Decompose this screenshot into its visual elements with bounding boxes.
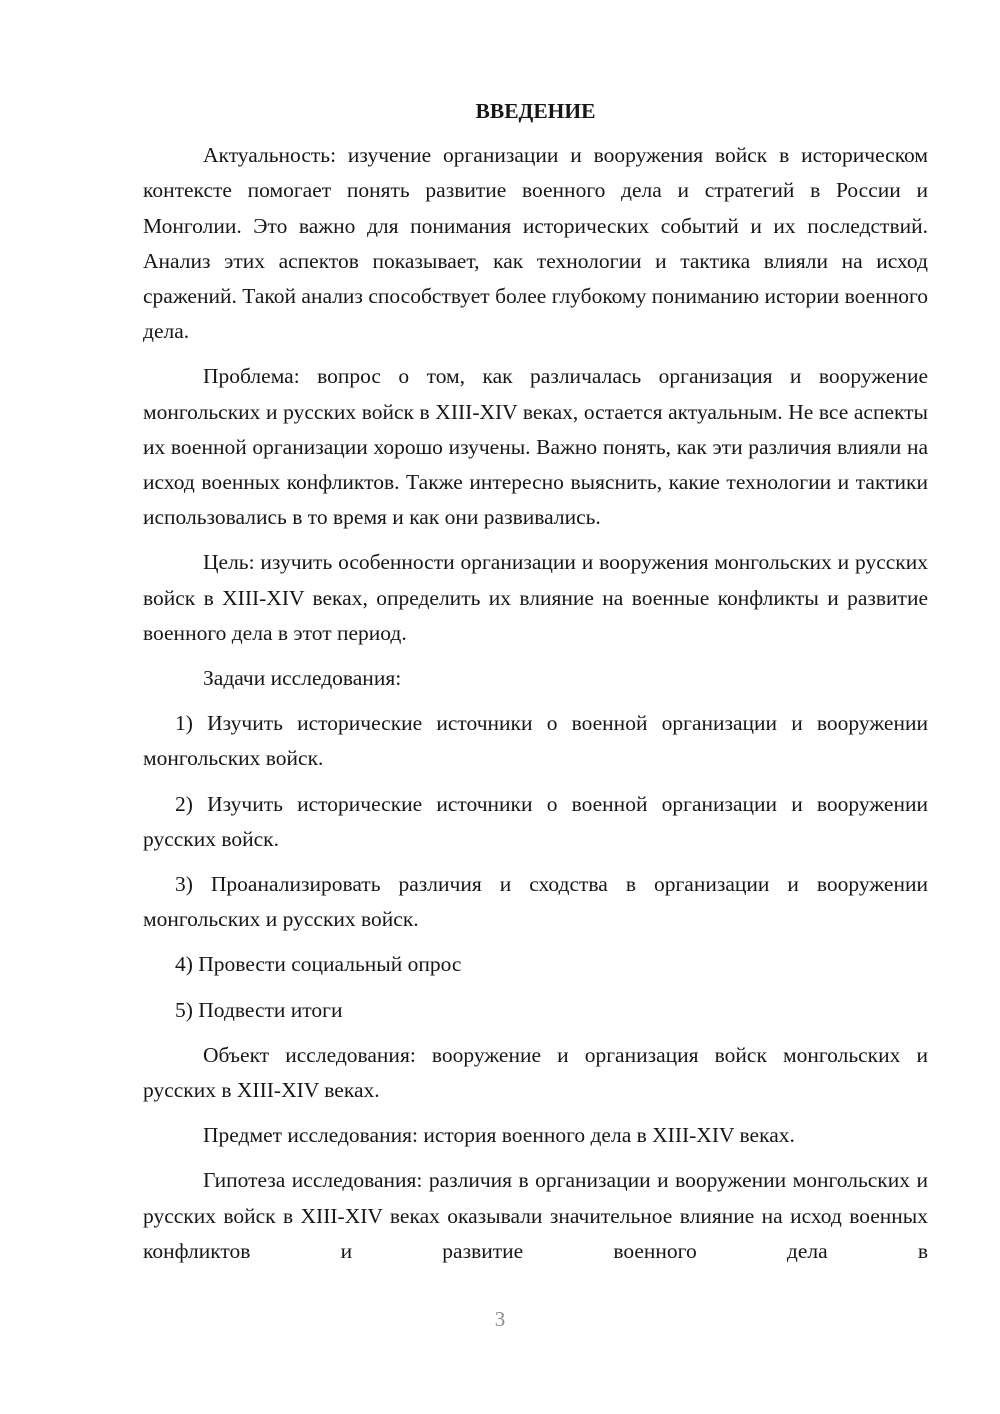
paragraph-object: Объект исследования: вооружение и организация войск монгольских и русских в XIII-XIV веках. bbox=[143, 1042, 928, 1103]
paragraph-hypothesis: Гипотеза исследования: различия в организации и вооружении монгольских и русских войск в XIII-XIV веках оказывали значительное влияние на исход военных конфликтов и развитие военного дела в bbox=[143, 1168, 928, 1263]
tasks-heading: Задачи исследования: bbox=[203, 666, 402, 691]
page-number: 3 bbox=[494, 1307, 506, 1331]
paragraph-goal: Цель: изучить особенности организации и вооружения монгольских и русских войск в XIII-XIV веках, определить их влияние на военные конфликты и развитие военного дела в этот период. bbox=[143, 550, 928, 645]
task-item-3: 3) Проанализировать различия и сходства в организации и вооружении монгольских и русских войск. bbox=[143, 872, 928, 932]
task-item-2: 2) Изучить исторические источники о военной организации и вооружении русских войск. bbox=[143, 791, 928, 851]
paragraph-relevance: Актуальность: изучение организации и вооружения войск в историческом контексте помогает понять развитие военного дела и стратегий в России и Монголии. Это важно для понимания исторических событий и их последствий. Анализ этих аспектов показывает, как технологии и тактика влияли на исход сражений. Такой анализ способствует более глубокому пониманию истории военного дела. bbox=[143, 143, 928, 344]
document-page bbox=[143, 94, 928, 1279]
document-title: ВВЕДЕНИЕ bbox=[475, 99, 596, 123]
paragraph-problem: Проблема: вопрос о том, как различалась организация и вооружение монгольских и русских войск в XIII-XIV веках, остается актуальным. Не все аспекты их военной организации хорошо изучены. Важно понять, как эти различия влияли на исход военных конфликтов. Также интересно выяснить, какие технологии и тактики использовались в то время и как они развивались. bbox=[143, 364, 928, 530]
paragraph-subject: Предмет исследования: история военного дела в XIII-XIV веках. bbox=[203, 1123, 795, 1148]
task-item-4: 4) Провести социальный опрос bbox=[175, 952, 462, 977]
task-item-1: 1) Изучить исторические источники о военной организации и вооружении монгольских войск. bbox=[143, 711, 928, 771]
task-item-5: 5) Подвести итоги bbox=[175, 997, 343, 1022]
